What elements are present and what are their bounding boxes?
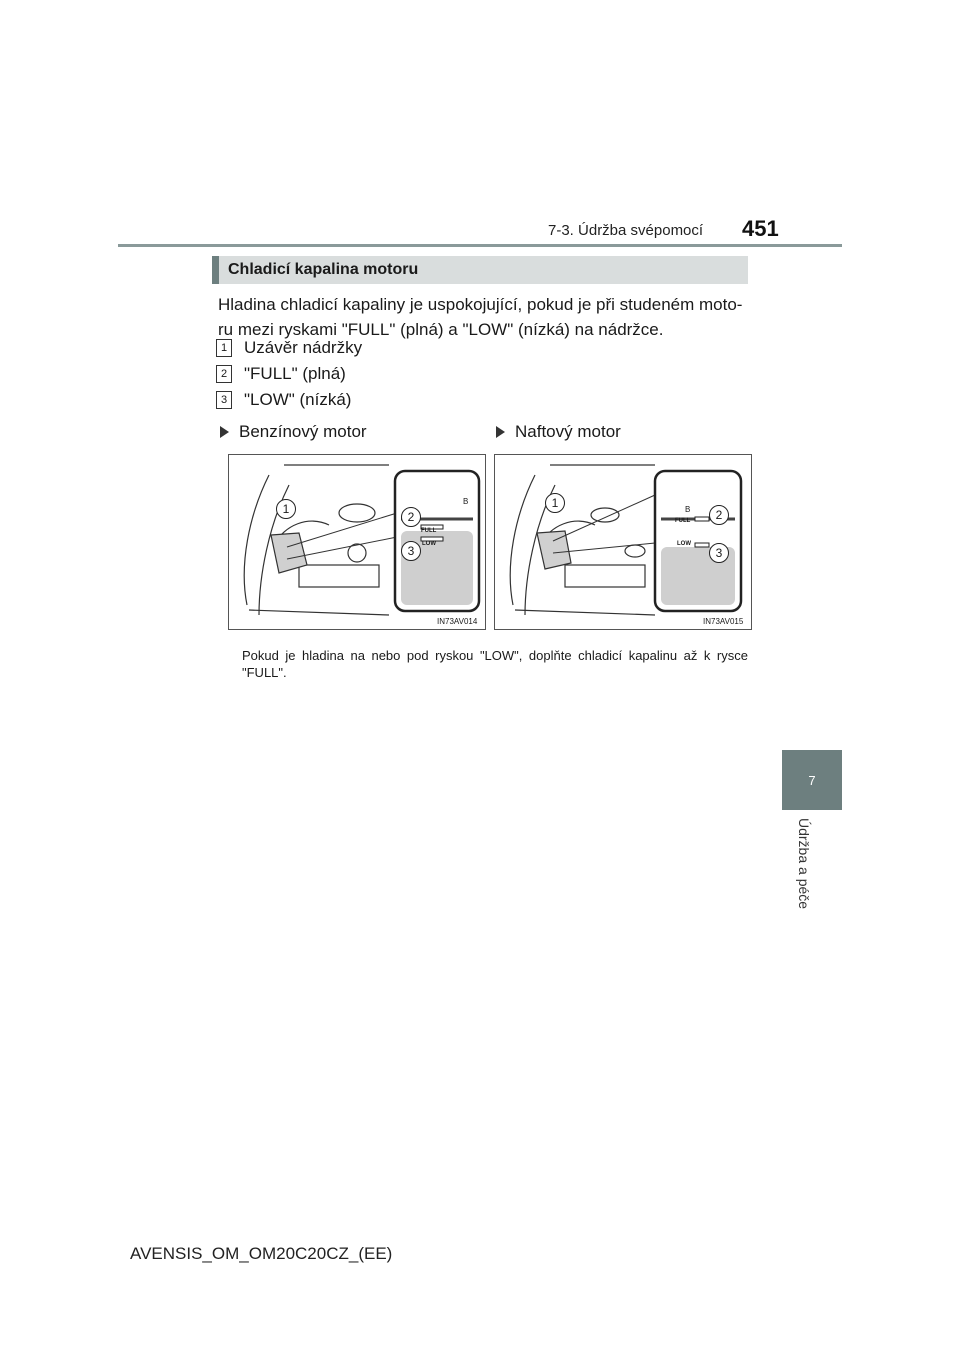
document-footer: AVENSIS_OM_OM20C20CZ_(EE) [130, 1244, 393, 1263]
triangle-bullet-icon [220, 426, 229, 438]
callout-3: 3 [401, 541, 421, 561]
page-number: 451 [742, 216, 779, 241]
running-header-section: 7-3. Údržba svépomocí [548, 222, 704, 239]
chapter-tab [782, 750, 842, 810]
mark-full: FULL [675, 518, 691, 524]
mark-b: B [463, 497, 469, 506]
section-heading [212, 256, 748, 284]
callout-1: 1 [276, 499, 296, 519]
engine-bay-illustration [229, 455, 485, 629]
section-heading-bar [212, 256, 219, 284]
item-text: Uzávěr nádržky [244, 338, 363, 357]
subheading-text: Naftový motor [515, 422, 621, 441]
callout-2: 2 [401, 507, 421, 527]
mark-low: LOW [422, 541, 436, 547]
subheading-petrol [220, 422, 367, 442]
item-number-badge: 3 [216, 391, 232, 409]
figure-code: IN73AV014 [437, 617, 478, 626]
item-text: "FULL" (plná) [244, 364, 346, 383]
figure-diesel-engine [494, 454, 752, 630]
header-rule [118, 244, 842, 247]
item-number-badge: 2 [216, 365, 232, 383]
subheading-text: Benzínový motor [239, 422, 367, 441]
chapter-tab-number: 7 [808, 772, 816, 788]
list-item [216, 364, 346, 384]
figure-code: IN73AV015 [703, 617, 744, 626]
triangle-bullet-icon [496, 426, 505, 438]
mark-low: LOW [677, 541, 691, 547]
engine-bay-illustration [495, 455, 751, 629]
callout-1: 1 [545, 493, 565, 513]
item-number-badge: 1 [216, 339, 232, 357]
mark-full: FULL [421, 528, 437, 534]
figure-caption: Pokud je hladina na nebo pod ryskou "LOW", doplňte chladicí kapalinu až k rysce "FULL". [242, 648, 748, 680]
section-title: Chladicí kapalina motoru [228, 261, 419, 278]
list-item [216, 338, 362, 358]
callout-3: 3 [709, 543, 729, 563]
figure-petrol-engine [228, 454, 486, 630]
item-text: "LOW" (nízká) [244, 390, 352, 409]
subheading-diesel [496, 422, 621, 442]
chapter-tab-label: Údržba a péče [796, 818, 812, 910]
intro-paragraph: Hladina chladicí kapaliny je uspokojující, pokud je při studeném moto-ru mezi ryskami "FULL" (plná) a "LOW" (nízká) na nádržce. [218, 295, 743, 339]
list-item [216, 390, 351, 410]
callout-2: 2 [709, 505, 729, 525]
mark-b: B [685, 505, 691, 514]
